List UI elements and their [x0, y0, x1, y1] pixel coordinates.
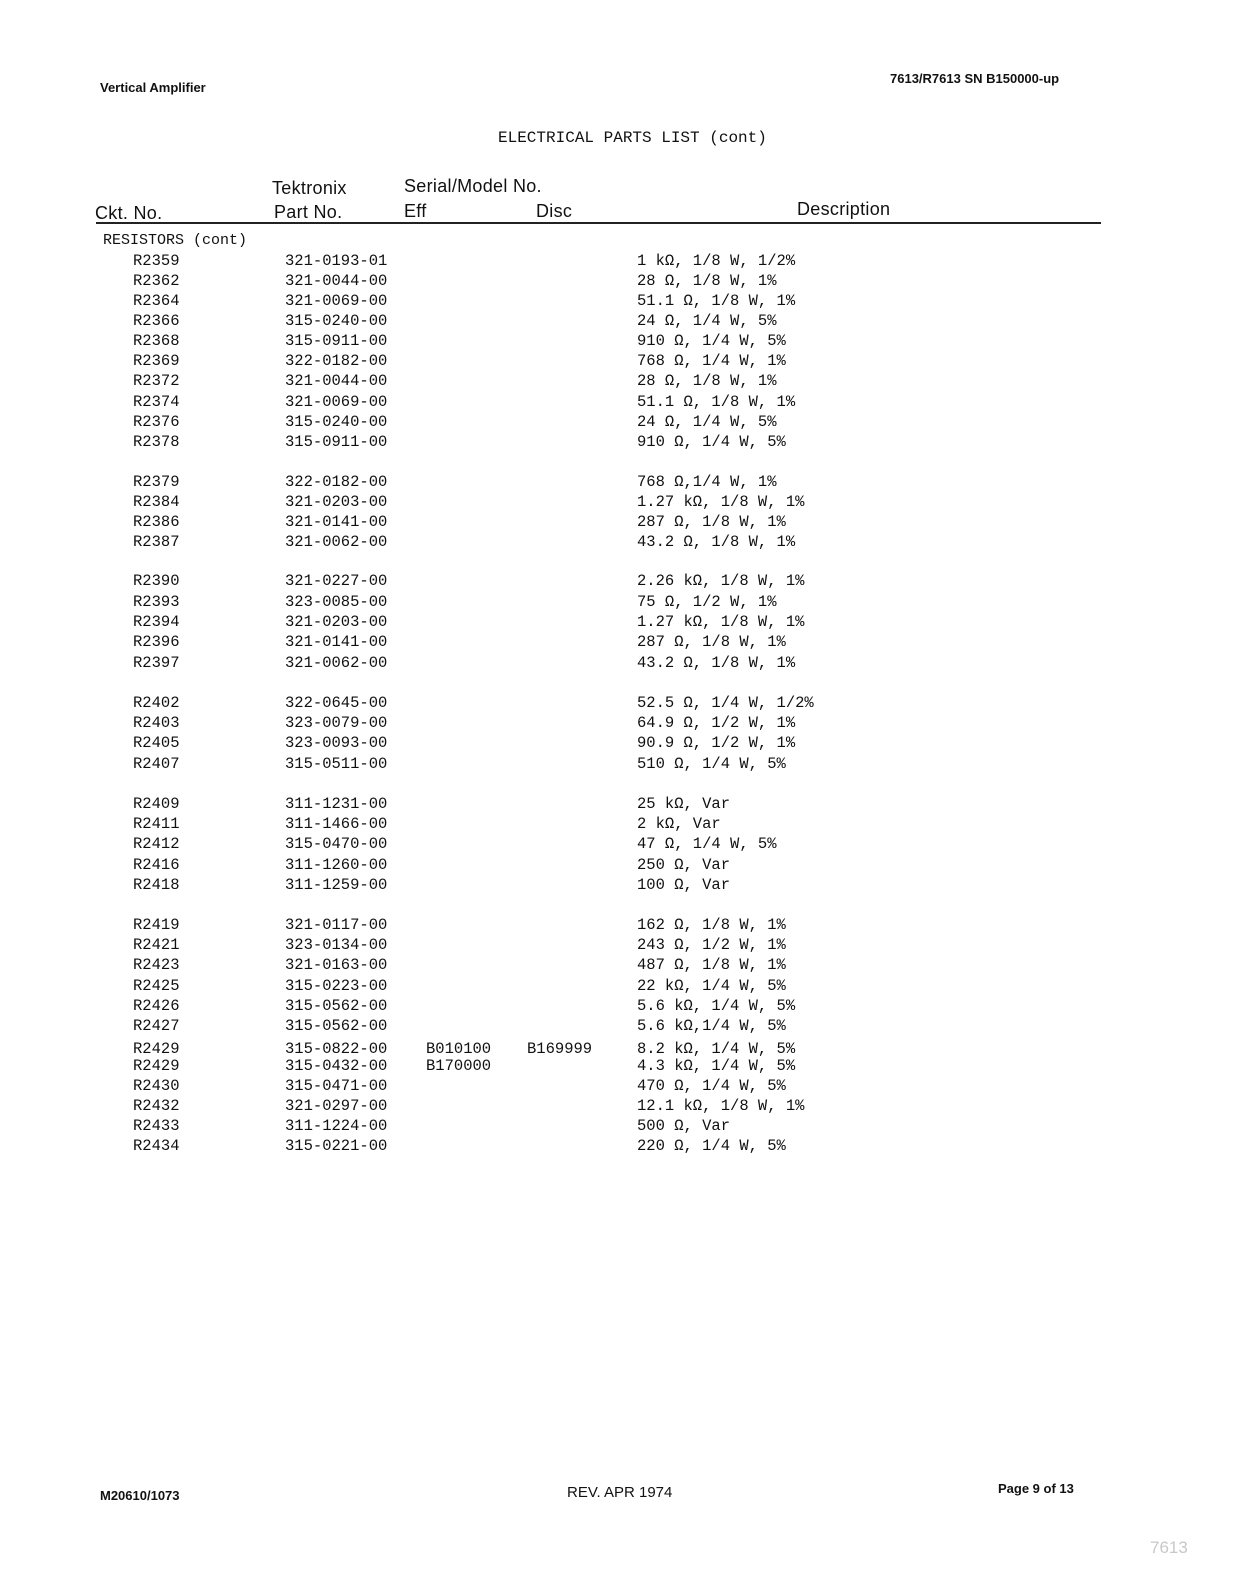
description-cell: 51.1 Ω, 1/8 W, 1% — [637, 393, 796, 411]
part-no-cell: 322-0645-00 — [285, 694, 388, 712]
part-no-cell: 323-0093-00 — [285, 734, 388, 752]
table-row — [0, 1137, 1236, 1157]
description-cell: 28 Ω, 1/8 W, 1% — [637, 372, 777, 390]
col-header-part-line1: Tektronix — [272, 178, 347, 198]
description-cell: 243 Ω, 1/2 W, 1% — [637, 936, 786, 954]
part-no-cell: 315-0562-00 — [285, 997, 388, 1015]
part-no-cell: 321-0141-00 — [285, 633, 388, 651]
ckt-no-cell: R2426 — [133, 997, 180, 1015]
ckt-no-cell: R2432 — [133, 1097, 180, 1115]
description-cell: 43.2 Ω, 1/8 W, 1% — [637, 654, 796, 672]
description-cell: 100 Ω, Var — [637, 876, 731, 894]
part-no-cell: 321-0193-01 — [285, 252, 388, 270]
ckt-no-cell: R2402 — [133, 694, 180, 712]
description-cell: 28 Ω, 1/8 W, 1% — [637, 272, 777, 290]
section-heading: RESISTORS (cont) — [103, 232, 248, 249]
col-header-disc: Disc — [536, 201, 573, 221]
table-row — [0, 694, 1236, 714]
description-cell: 51.1 Ω, 1/8 W, 1% — [637, 292, 796, 310]
part-no-cell: 321-0117-00 — [285, 916, 388, 934]
part-no-cell: 322-0182-00 — [285, 352, 388, 370]
table-row — [0, 1017, 1236, 1037]
ckt-no-cell: R2429 — [133, 1040, 180, 1058]
description-cell: 250 Ω, Var — [637, 856, 731, 874]
table-row — [0, 393, 1236, 413]
part-no-cell: 311-1224-00 — [285, 1117, 388, 1135]
ckt-no-cell: R2368 — [133, 332, 180, 350]
ckt-no-cell: R2403 — [133, 714, 180, 732]
description-cell: 768 Ω,1/4 W, 1% — [637, 473, 777, 491]
description-cell: 220 Ω, 1/4 W, 5% — [637, 1137, 786, 1155]
footer-page-number: Page 9 of 13 — [998, 1481, 1074, 1496]
ckt-no-cell: R2390 — [133, 572, 180, 590]
part-no-cell: 315-0822-00 — [285, 1040, 388, 1058]
part-no-cell: 315-0911-00 — [285, 433, 388, 451]
header-rule — [96, 222, 1101, 224]
part-no-cell: 311-1259-00 — [285, 876, 388, 894]
description-cell: 470 Ω, 1/4 W, 5% — [637, 1077, 786, 1095]
part-no-cell: 323-0085-00 — [285, 593, 388, 611]
ckt-no-cell: R2421 — [133, 936, 180, 954]
ckt-no-cell: R2425 — [133, 977, 180, 995]
description-cell: 8.2 kΩ, 1/4 W, 5% — [637, 1040, 796, 1058]
ckt-no-cell: R2372 — [133, 372, 180, 390]
header-model-serial: 7613/R7613 SN B150000-up — [890, 71, 1060, 86]
col-header-serial: Serial/Model No. — [404, 176, 542, 196]
description-cell: 5.6 kΩ, 1/4 W, 5% — [637, 997, 796, 1015]
table-row — [0, 413, 1236, 433]
watermark: 7613 — [1150, 1538, 1188, 1557]
part-no-cell: 321-0163-00 — [285, 956, 388, 974]
ckt-no-cell: R2394 — [133, 613, 180, 631]
ckt-no-cell: R2433 — [133, 1117, 180, 1135]
part-no-cell: 321-0044-00 — [285, 272, 388, 290]
table-row — [0, 1117, 1236, 1137]
ckt-no-cell: R2411 — [133, 815, 180, 833]
part-no-cell: 315-0911-00 — [285, 332, 388, 350]
ckt-no-cell: R2409 — [133, 795, 180, 813]
part-no-cell: 321-0062-00 — [285, 533, 388, 551]
ckt-no-cell: R2369 — [133, 352, 180, 370]
part-no-cell: 321-0062-00 — [285, 654, 388, 672]
description-cell: 162 Ω, 1/8 W, 1% — [637, 916, 786, 934]
ckt-no-cell: R2430 — [133, 1077, 180, 1095]
table-row — [0, 755, 1236, 775]
ckt-no-cell: R2393 — [133, 593, 180, 611]
description-cell: 2 kΩ, Var — [637, 815, 721, 833]
description-cell: 768 Ω, 1/4 W, 1% — [637, 352, 786, 370]
part-no-cell: 321-0297-00 — [285, 1097, 388, 1115]
ckt-no-cell: R2416 — [133, 856, 180, 874]
part-no-cell: 321-0069-00 — [285, 292, 388, 310]
table-row — [0, 633, 1236, 653]
description-cell: 1.27 kΩ, 1/8 W, 1% — [637, 613, 805, 631]
table-row — [0, 533, 1236, 553]
table-row — [0, 292, 1236, 312]
part-no-cell: 311-1466-00 — [285, 815, 388, 833]
description-cell: 75 Ω, 1/2 W, 1% — [637, 593, 777, 611]
table-row — [0, 1077, 1236, 1097]
table-row — [0, 272, 1236, 292]
table-row — [0, 936, 1236, 956]
description-cell: 90.9 Ω, 1/2 W, 1% — [637, 734, 796, 752]
part-no-cell: 321-0069-00 — [285, 393, 388, 411]
table-row — [0, 956, 1236, 976]
ckt-no-cell: R2407 — [133, 755, 180, 773]
ckt-no-cell: R2397 — [133, 654, 180, 672]
part-no-cell: 322-0182-00 — [285, 473, 388, 491]
ckt-no-cell: R2419 — [133, 916, 180, 934]
description-cell: 52.5 Ω, 1/4 W, 1/2% — [637, 694, 814, 712]
part-no-cell: 321-0203-00 — [285, 613, 388, 631]
table-row — [0, 593, 1236, 613]
table-row — [0, 856, 1236, 876]
ckt-no-cell: R2378 — [133, 433, 180, 451]
description-cell: 22 kΩ, 1/4 W, 5% — [637, 977, 786, 995]
description-cell: 12.1 kΩ, 1/8 W, 1% — [637, 1097, 805, 1115]
header-section-title: Vertical Amplifier — [100, 80, 206, 95]
ckt-no-cell: R2412 — [133, 835, 180, 853]
description-cell: 64.9 Ω, 1/2 W, 1% — [637, 714, 796, 732]
part-no-cell: 311-1260-00 — [285, 856, 388, 874]
footer-revision: REV. APR 1974 — [567, 1484, 673, 1501]
ckt-no-cell: R2418 — [133, 876, 180, 894]
table-row — [0, 613, 1236, 633]
table-row — [0, 876, 1236, 896]
part-no-cell: 321-0141-00 — [285, 513, 388, 531]
table-row — [0, 372, 1236, 392]
col-header-eff: Eff — [404, 201, 427, 221]
footer-doc-number: M20610/1073 — [100, 1488, 180, 1503]
table-row — [0, 433, 1236, 453]
description-cell: 500 Ω, Var — [637, 1117, 731, 1135]
ckt-no-cell: R2396 — [133, 633, 180, 651]
description-cell: 24 Ω, 1/4 W, 5% — [637, 312, 777, 330]
table-row — [0, 997, 1236, 1017]
description-cell: 47 Ω, 1/4 W, 5% — [637, 835, 777, 853]
ckt-no-cell: R2366 — [133, 312, 180, 330]
col-header-ckt: Ckt. No. — [95, 203, 163, 223]
part-no-cell: 321-0227-00 — [285, 572, 388, 590]
description-cell: 910 Ω, 1/4 W, 5% — [637, 332, 786, 350]
part-no-cell: 315-0240-00 — [285, 413, 388, 431]
table-row — [0, 916, 1236, 936]
description-cell: 2.26 kΩ, 1/8 W, 1% — [637, 572, 805, 590]
part-no-cell: 315-0223-00 — [285, 977, 388, 995]
part-no-cell: 315-0240-00 — [285, 312, 388, 330]
ckt-no-cell: R2386 — [133, 513, 180, 531]
part-no-cell: 315-0562-00 — [285, 1017, 388, 1035]
description-cell: 510 Ω, 1/4 W, 5% — [637, 755, 786, 773]
ckt-no-cell: R2384 — [133, 493, 180, 511]
part-no-cell: 323-0079-00 — [285, 714, 388, 732]
disc-serial-cell: B169999 — [527, 1040, 593, 1058]
table-row — [0, 473, 1236, 493]
ckt-no-cell: R2362 — [133, 272, 180, 290]
table-row — [0, 654, 1236, 674]
table-row — [0, 977, 1236, 997]
ckt-no-cell: R2434 — [133, 1137, 180, 1155]
col-header-description: Description — [797, 199, 891, 219]
description-cell: 1.27 kΩ, 1/8 W, 1% — [637, 493, 805, 511]
part-no-cell: 321-0203-00 — [285, 493, 388, 511]
description-cell: 43.2 Ω, 1/8 W, 1% — [637, 533, 796, 551]
table-row — [0, 493, 1236, 513]
table-row — [0, 1057, 1236, 1077]
description-cell: 1 kΩ, 1/8 W, 1/2% — [637, 252, 796, 270]
part-no-cell: 315-0511-00 — [285, 755, 388, 773]
description-cell: 287 Ω, 1/8 W, 1% — [637, 513, 786, 531]
table-row — [0, 252, 1236, 272]
ckt-no-cell: R2359 — [133, 252, 180, 270]
description-cell: 487 Ω, 1/8 W, 1% — [637, 956, 786, 974]
part-no-cell: 323-0134-00 — [285, 936, 388, 954]
description-cell: 5.6 kΩ,1/4 W, 5% — [637, 1017, 786, 1035]
ckt-no-cell: R2379 — [133, 473, 180, 491]
part-no-cell: 311-1231-00 — [285, 795, 388, 813]
part-no-cell: 315-0221-00 — [285, 1137, 388, 1155]
ckt-no-cell: R2364 — [133, 292, 180, 310]
ckt-no-cell: R2429 — [133, 1057, 180, 1075]
ckt-no-cell: R2374 — [133, 393, 180, 411]
table-row — [0, 572, 1236, 592]
table-row — [0, 795, 1236, 815]
part-no-cell: 315-0471-00 — [285, 1077, 388, 1095]
ckt-no-cell: R2376 — [133, 413, 180, 431]
table-row — [0, 1097, 1236, 1117]
description-cell: 910 Ω, 1/4 W, 5% — [637, 433, 786, 451]
part-no-cell: 321-0044-00 — [285, 372, 388, 390]
part-no-cell: 315-0432-00 — [285, 1057, 388, 1075]
table-row — [0, 312, 1236, 332]
table-row — [0, 332, 1236, 352]
ckt-no-cell: R2387 — [133, 533, 180, 551]
table-row — [0, 835, 1236, 855]
description-cell: 24 Ω, 1/4 W, 5% — [637, 413, 777, 431]
description-cell: 4.3 kΩ, 1/4 W, 5% — [637, 1057, 796, 1075]
table-row — [0, 815, 1236, 835]
ckt-no-cell: R2427 — [133, 1017, 180, 1035]
ckt-no-cell: R2423 — [133, 956, 180, 974]
part-no-cell: 315-0470-00 — [285, 835, 388, 853]
description-cell: 287 Ω, 1/8 W, 1% — [637, 633, 786, 651]
eff-serial-cell: B010100 — [426, 1040, 492, 1058]
table-row — [0, 714, 1236, 734]
description-cell: 25 kΩ, Var — [637, 795, 731, 813]
col-header-part-line2: Part No. — [274, 202, 343, 222]
ckt-no-cell: R2405 — [133, 734, 180, 752]
table-row — [0, 734, 1236, 754]
table-row — [0, 352, 1236, 372]
eff-serial-cell: B170000 — [426, 1057, 492, 1075]
page-title: ELECTRICAL PARTS LIST (cont) — [498, 129, 767, 147]
table-row — [0, 513, 1236, 533]
